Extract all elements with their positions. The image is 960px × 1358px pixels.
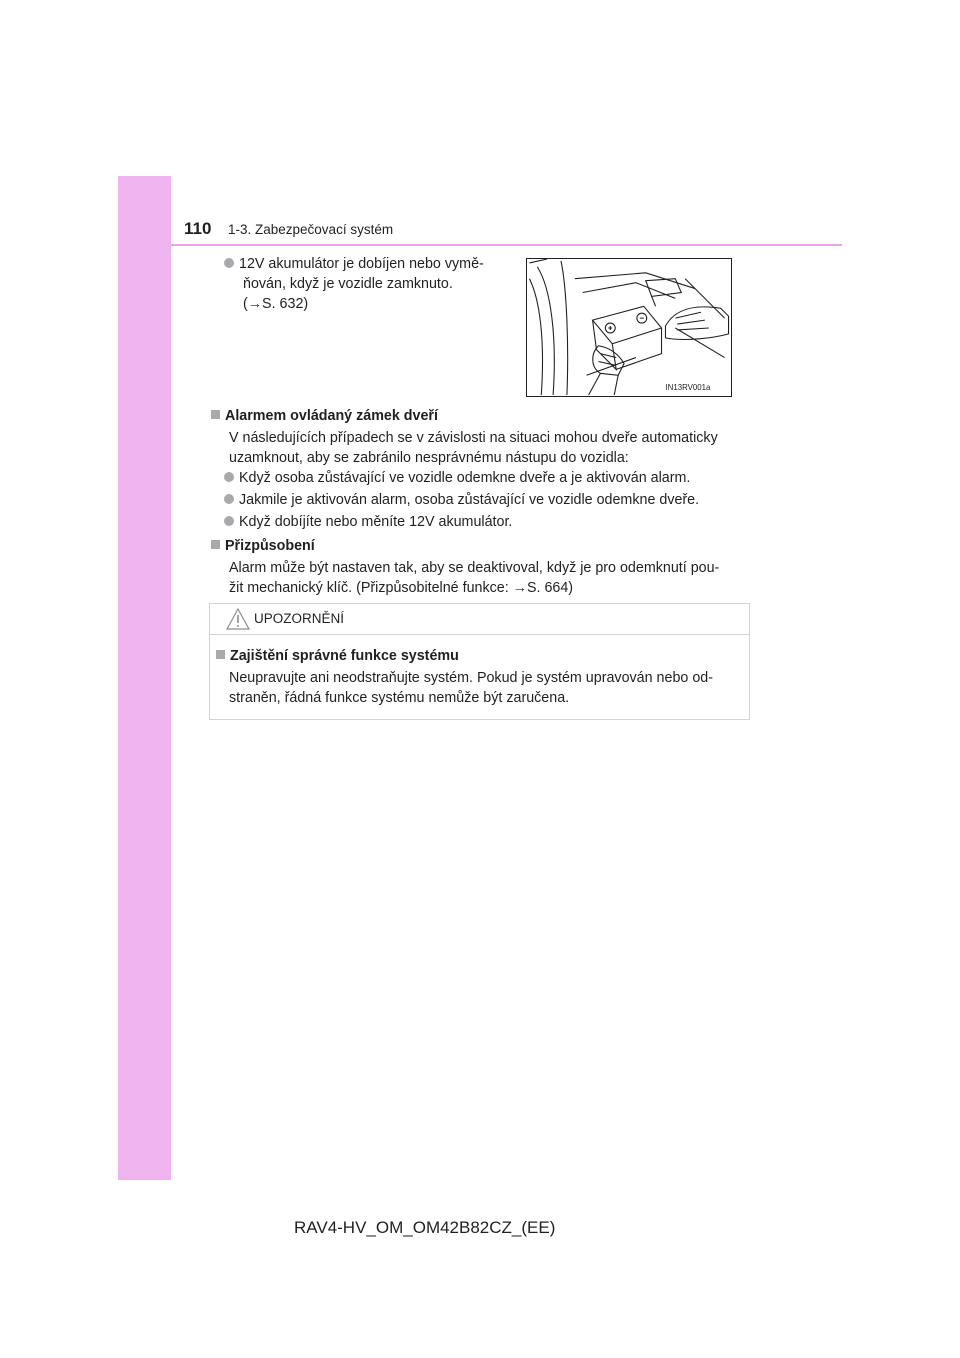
lock-section-title-row — [211, 406, 751, 426]
custom-section-body — [229, 558, 749, 598]
square-bullet-icon — [211, 410, 220, 419]
header-rule — [171, 244, 842, 246]
warning-line-1: Neupravujte ani neodstraňujte systém. Pokud je systém upravován nebo od- — [229, 670, 713, 686]
bullet-circle-icon — [224, 494, 234, 504]
battery-illustration — [526, 258, 732, 397]
battery-drawing — [527, 259, 731, 396]
warning-label: UPOZORNĚNÍ — [254, 611, 345, 626]
custom-line-2: žit mechanický klíč. (Přizpůsobitelné funkce: →S. 664) — [229, 580, 574, 596]
warning-body — [229, 668, 742, 708]
bullet-circle-icon — [224, 516, 234, 526]
section-title: 1-3. Zabezpečovací systém — [228, 222, 394, 237]
figure-code: IN13RV001a — [665, 383, 711, 393]
custom-section-title-row — [211, 536, 751, 556]
warning-header — [210, 604, 749, 635]
warning-triangle-icon — [226, 608, 250, 630]
custom-line-1: Alarm může být nastaven tak, aby se deaktivoval, když je pro odemknutí pou- — [229, 560, 720, 576]
lock-item-1 — [224, 468, 754, 488]
footer-code: RAV4-HV_OM_OM42B82CZ_(EE) — [294, 1218, 556, 1237]
battery-line-2: ňován, když je vozidle zamknuto. — [243, 276, 453, 292]
lock-section-title: Alarmem ovládaný zámek dveří — [225, 408, 438, 424]
bullet-circle-icon — [224, 472, 234, 482]
battery-line-3: (→S. 632) — [243, 296, 309, 312]
lock-item-2 — [224, 490, 754, 510]
page-number: 110 — [184, 219, 212, 238]
warning-box — [209, 603, 750, 720]
lock-section-intro — [229, 428, 749, 468]
bullet-circle-icon — [224, 258, 234, 268]
square-bullet-icon — [216, 650, 225, 659]
lock-item-text: Jakmile je aktivován alarm, osoba zůstávající ve vozidle odemkne dveře. — [239, 492, 700, 508]
square-bullet-icon — [211, 540, 220, 549]
lock-intro-line-2: uzamknout, aby se zabránilo nesprávnému nástupu do vozidla: — [229, 450, 629, 466]
lock-item-3 — [224, 512, 754, 532]
warning-title: Zajištění správné funkce systému — [230, 648, 459, 664]
warning-line-2: straněn, řádná funkce systému nemůže být zaručena. — [229, 690, 570, 706]
battery-line-1: 12V akumulátor je dobíjen nebo vymě- — [239, 256, 484, 272]
custom-section-title: Přizpůsobení — [225, 538, 315, 554]
warning-title-row — [216, 646, 746, 666]
side-tab-band — [118, 176, 171, 1180]
battery-bullet — [224, 254, 515, 314]
lock-item-text: Když osoba zůstávající ve vozidle odemkne dveře a je aktivován alarm. — [239, 470, 691, 486]
lock-intro-line-1: V následujících případech se v závislosti na situaci mohou dveře automaticky — [229, 430, 718, 446]
lock-item-text: Když dobíjíte nebo měníte 12V akumulátor. — [239, 514, 513, 530]
